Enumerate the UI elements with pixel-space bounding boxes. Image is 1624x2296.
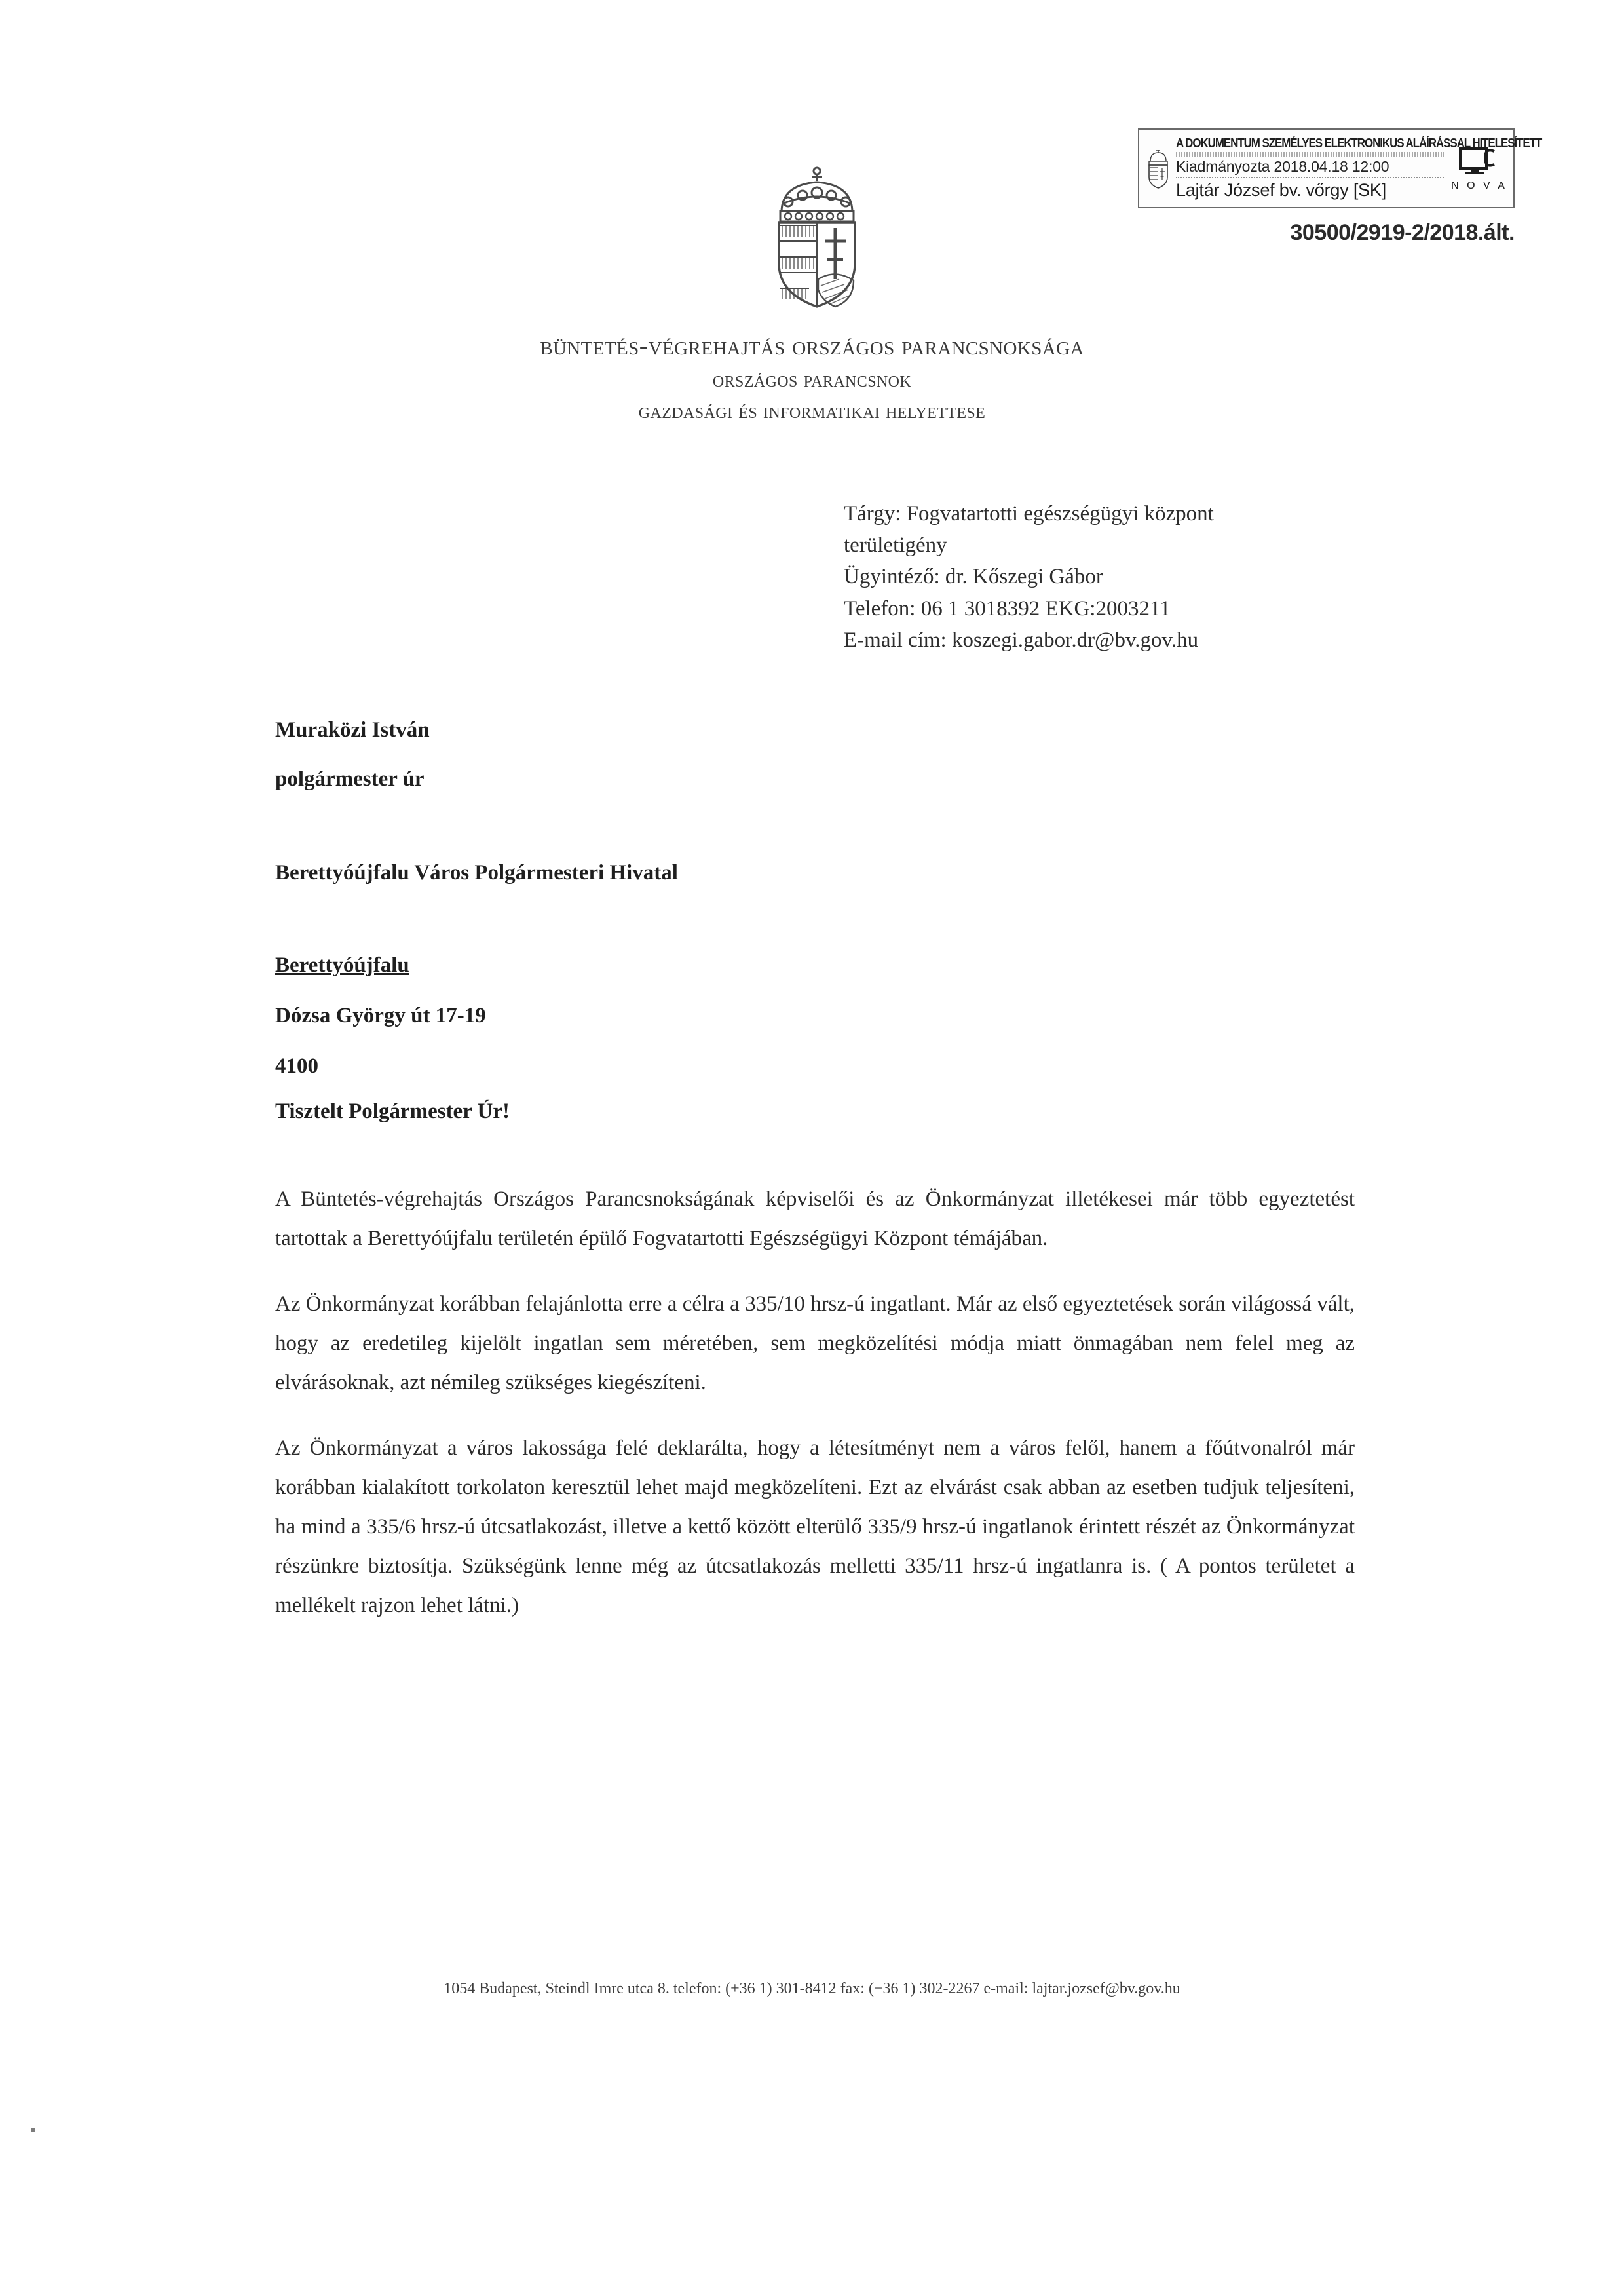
hungarian-coat-of-arms-icon	[762, 163, 872, 308]
case-officer: Ügyintéző: dr. Kőszegi Gábor	[844, 565, 1103, 589]
scan-artifact	[31, 2128, 35, 2132]
body-paragraph-1: A Büntetés-végrehajtás Országos Parancsnokságának képviselői és az Önkormányzat illetékesei már több egyeztetést tartottak a Berettyóújfalu területén épülő Fogvatartotti Egészségügyi Központ témájában.	[275, 1187, 1355, 1251]
email-address: E-mail cím: koszegi.gabor.dr@bv.gov.hu	[844, 628, 1199, 652]
stamp-authentication-text: A DOKUMENTUM SZEMÉLYES ELEKTRONIKUS ALÁÍRÁSSAL HITELESÍTETT	[1176, 135, 1542, 151]
letterhead-role: országos parancsnok	[712, 368, 912, 392]
letterhead-organization: büntetés-végrehajtás országos parancsnoksága	[540, 330, 1084, 360]
stamp-microprint-line	[1176, 152, 1444, 157]
addressee-office: Berettyóújfalu Város Polgármesteri Hivatal	[275, 861, 678, 885]
stamp-signer-name: Lajtár József bv. vőrgy [SK]	[1176, 180, 1387, 200]
body-paragraph-3: Az Önkormányzat a város lakossága felé deklarálta, hogy a létesítményt nem a város felől, hanem a főútvonalról már korábban kialakított torkolaton keresztül lehet majd megközelíteni. Ezt az elvárást csak abban az esetben tudjuk teljesíteni, ha mind a 335/6 hrsz-ú útcsatlakozást, illetve a kettő között elterülő 335/9 hrsz-ú ingatlanok érintett részét az Önkormányzat részünkre biztosítja. Szükségünk lenne még az útcsatlakozás melletti 335/11 hrsz-ú ingatlanra is. ( A pontos területet a mellékelt rajzon lehet látni.)	[275, 1436, 1355, 1618]
addressee-name: Muraközi István	[275, 718, 430, 742]
addressee-city: Berettyóújfalu	[275, 953, 409, 977]
salutation: Tisztelt Polgármester Úr!	[275, 1100, 510, 1123]
stamp-issued-timestamp: Kiadmányozta 2018.04.18 12:00	[1176, 158, 1444, 178]
addressee-title: polgármester úr	[275, 767, 425, 791]
letterhead-deputy-role: gazdasági és informatikai helyettese	[638, 399, 986, 424]
reference-number: 30500/2919-2/2018.ált.	[1290, 220, 1515, 245]
letterhead	[0, 326, 1624, 428]
page-footer: 1054 Budapest, Steindl Imre utca 8. telefon: (+36 1) 301-8412 fax: (−36 1) 302-2267 e-mail: lajtar.jozsef@bv.gov.hu	[444, 1980, 1180, 1997]
stamp-vendor-label: N O V A	[1451, 180, 1507, 191]
subject-line-1: Tárgy: Fogvatartotti egészségügyi központ	[844, 502, 1214, 526]
letter-body	[275, 1179, 1355, 1625]
phone-number: Telefon: 06 1 3018392 EKG:2003211	[844, 596, 1171, 621]
subject-line-2: területigény	[844, 533, 947, 558]
subject-block	[844, 498, 1214, 656]
body-paragraph-2: Az Önkormányzat korábban felajánlotta erre a célra a 335/10 hrsz-ú ingatlant. Már az első egyeztetések során világossá vált, hogy az eredetileg kijelölt ingatlan sem méretében, sem megközelítési módja miatt önmagában nem felel meg az elvárásoknak, azt némileg szükséges kiegészíteni.	[275, 1292, 1355, 1395]
addressee-zip: 4100	[275, 1054, 318, 1078]
stamp-coat-of-arms-icon	[1143, 132, 1173, 204]
addressee-street: Dózsa György út 17-19	[275, 1004, 486, 1027]
addressee-block	[275, 719, 678, 1077]
electronic-signature-stamp	[1138, 128, 1542, 208]
